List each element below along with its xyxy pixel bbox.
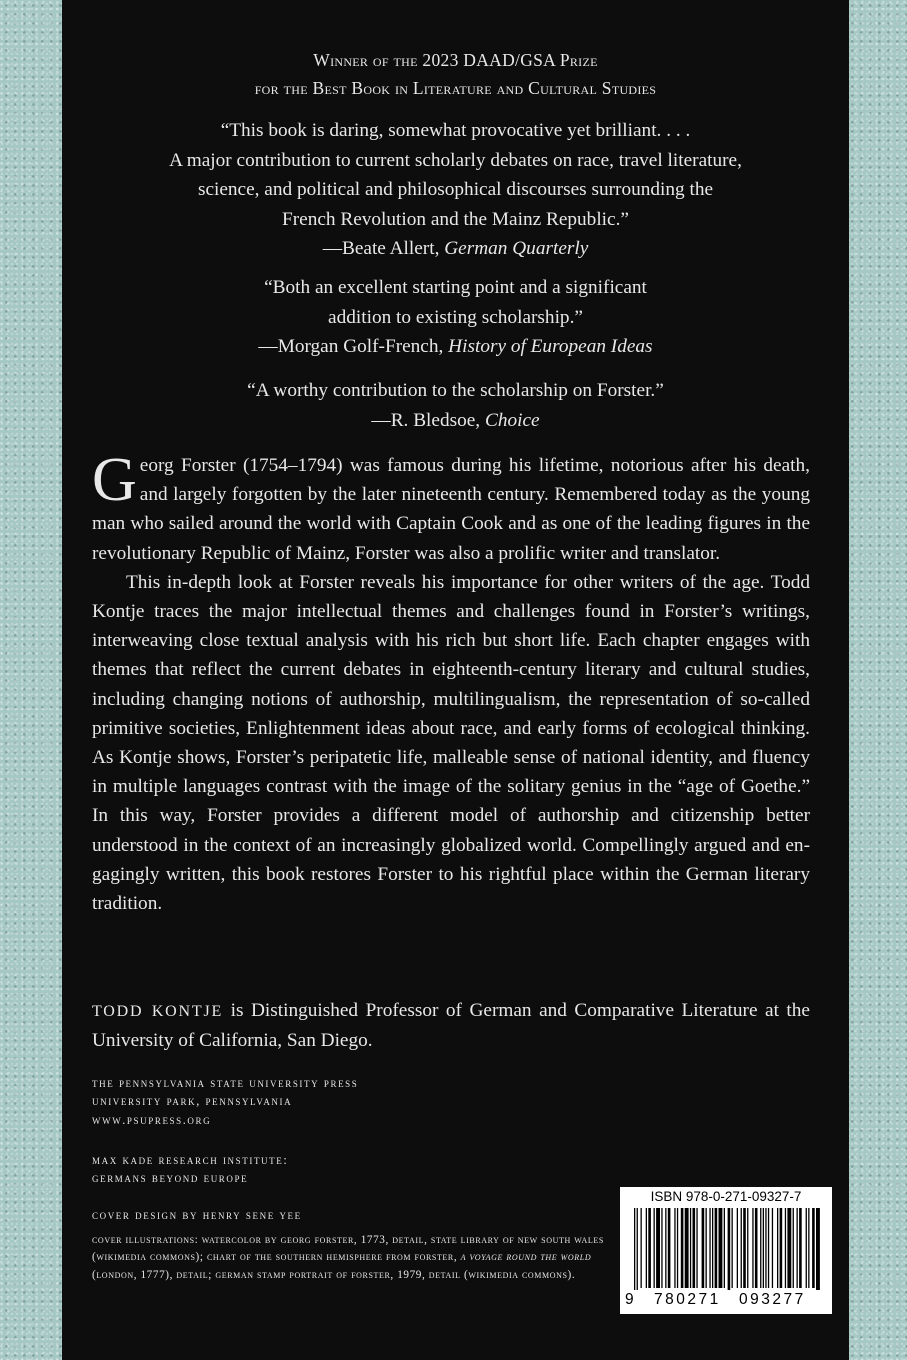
barcode-bar [816,1208,820,1290]
quote-line: “Both an excellent starting point and a significant [264,277,647,298]
illustration-credit-text-end: (london, 1777), detail; german stamp portrait of forster, 1979, detail (wikimedia commons). [92,1268,576,1281]
barcode-bar [772,1208,773,1288]
barcode-bar [674,1208,675,1288]
review-quote-1 [62,116,849,264]
barcode-bar [677,1208,678,1288]
publisher-website: www.psupress.org [92,1112,212,1127]
barcode-bar [797,1208,798,1288]
barcode-bar [715,1208,718,1288]
barcode-bar [654,1208,655,1288]
back-cover-panel [62,0,849,1360]
description-paragraph-2: This in-depth look at Forster reveals his importance for other writers of the age. Todd Kontje traces the major intellectual themes and challenges found in Forster’s writings, interweaving close textual analysis with his rich but short life. Each chapter engages with themes that reflect the current debates in eighteenth-century literary and cultural studies, including changing notions of authorship, multilingualism, the representation of so-called primitive societies, Enlightenment ideas about race, and early forms of ecological thinking. As Kontje shows, Forster’s peripatetic life, malleable sense of national identity, and fluency in multiple languages contrast with the image of the solitary genius in the “age of Goethe.” In this way, Forster provides a different model of authorship and citizenship better understood in the context of an increasingly globalized world. Compellingly argued and engagingly written, this book restores Forster to his rightful place within the German literary tradition. [92,571,810,915]
quote-attribution [62,234,849,264]
barcode-digit-first: 9 [625,1291,634,1308]
barcode-bar [668,1208,671,1288]
institute-name: max kade research institute: [92,1153,289,1167]
barcode-bar [685,1208,689,1288]
barcode-bar [648,1208,651,1288]
barcode-bar [747,1208,748,1288]
quote-attribution [62,406,849,436]
barcode-bars [634,1208,820,1290]
quote-line: A major contribution to current scholarly debates on race, travel literature, [169,149,742,171]
barcode-bar [646,1208,647,1288]
barcode-bar [806,1208,807,1288]
barcode-bar [737,1208,738,1288]
publisher-location: university park, pennsylvania [92,1094,293,1109]
drop-cap: G [92,446,137,514]
barcode-bar [702,1208,705,1288]
barcode-bar [634,1208,635,1290]
barcode-digits-left: 780271 [654,1291,721,1308]
cover-design-credit: cover design by henry sene yee [92,1208,302,1222]
barcode-bar [719,1208,723,1288]
barcode-bar [641,1208,642,1288]
cover-illustration-credits [92,1232,612,1284]
prize-line-2: for the Best Book in Literature and Cultural Studies [254,78,657,98]
author-name: TODD KONTJE [92,1003,224,1020]
barcode-bar [665,1208,666,1288]
barcode-bar [712,1208,713,1288]
author-bio-text: is Distinguished Professor of German and Comparative Literature at the University of California, San Diego. [92,1000,810,1052]
barcode-bar [709,1208,710,1288]
barcode-bar [637,1208,638,1290]
quote-line: science, and political and philosophical discourses surrounding the [197,179,714,200]
barcode-bar [752,1208,753,1288]
barcode-bar [741,1208,742,1288]
barcode-bar [812,1208,815,1288]
institute-block [92,1151,288,1188]
barcode-bar [768,1208,769,1288]
barcode-bar [765,1208,766,1288]
quote-line: “This book is daring, somewhat provocative yet brilliant. . . . [220,120,691,141]
quote-source: History of European Ideas [448,336,653,357]
barcode-bar [780,1208,783,1288]
author-bio [92,996,810,1055]
quote-author: —Morgan Golf-French, [258,336,444,357]
quote-author: —R. Bledsoe, [371,409,481,431]
quote-source: German Quarterly [444,238,589,259]
barcode-bar [760,1208,761,1288]
barcode-bar [681,1208,684,1288]
quote-author: —Beate Allert, [322,238,440,259]
barcode-bar [777,1208,778,1288]
quote-source: Choice [484,409,540,431]
barcode-bar [696,1208,697,1288]
barcode-digits-right: 093277 [739,1291,806,1308]
barcode-bar [724,1208,725,1288]
publisher-block [92,1074,358,1129]
book-description [92,446,810,918]
quote-line: French Revolution and the Mainz Republic.” [282,208,629,230]
institute-subtitle: germans beyond europe [92,1171,249,1186]
barcode-bar [799,1208,802,1288]
illustration-book-title: a voyage round the world [460,1251,592,1264]
barcode-bar [693,1208,696,1288]
description-paragraph-1 [92,446,810,568]
quote-attribution [62,332,849,362]
quote-line: “A worthy contribution to the scholarship on Forster.” [247,380,664,401]
barcode-bar [706,1208,707,1288]
isbn-label: ISBN 978-0-271-09327-7 [650,1189,802,1204]
review-quote-3 [62,376,849,435]
barcode-bar [755,1208,758,1288]
barcode-bar [743,1208,746,1288]
barcode-bar [656,1208,660,1288]
description-text-1: eorg Forster (1754–1794) was famous during his lifetime, notorious after his death, and largely forgotten by the later nineteenth century. Remembered today as the young man who sailed around the world with Captain Cook and as one of the leading figures in the revolutionary Republic of Mainz, Forster was also a prolific writer and translator. [92,455,810,564]
barcode-bar [763,1208,764,1288]
isbn-barcode [620,1187,832,1314]
publisher-name: the pennsylvania state university press [92,1076,359,1090]
barcode-bar [787,1208,791,1288]
barcode-bar [793,1208,794,1288]
illustration-credit-text: cover illustrations: watercolor by georg forster, 1773, detail, state library of new south wales (wikimedia commons); chart of the southern hemisphere from forster, [92,1234,604,1264]
barcode-bar [808,1208,809,1288]
barcode-bar [732,1208,733,1288]
quote-line: addition to existing scholarship.” [328,306,583,328]
barcode-bar [661,1208,662,1288]
barcode-bar [785,1208,786,1288]
review-quote-2 [62,273,849,362]
barcode-bar [728,1208,731,1290]
prize-notice [62,46,849,102]
barcode-bar [690,1208,691,1288]
prize-line-1: Winner of the 2023 DAAD/GSA Prize [313,50,598,70]
